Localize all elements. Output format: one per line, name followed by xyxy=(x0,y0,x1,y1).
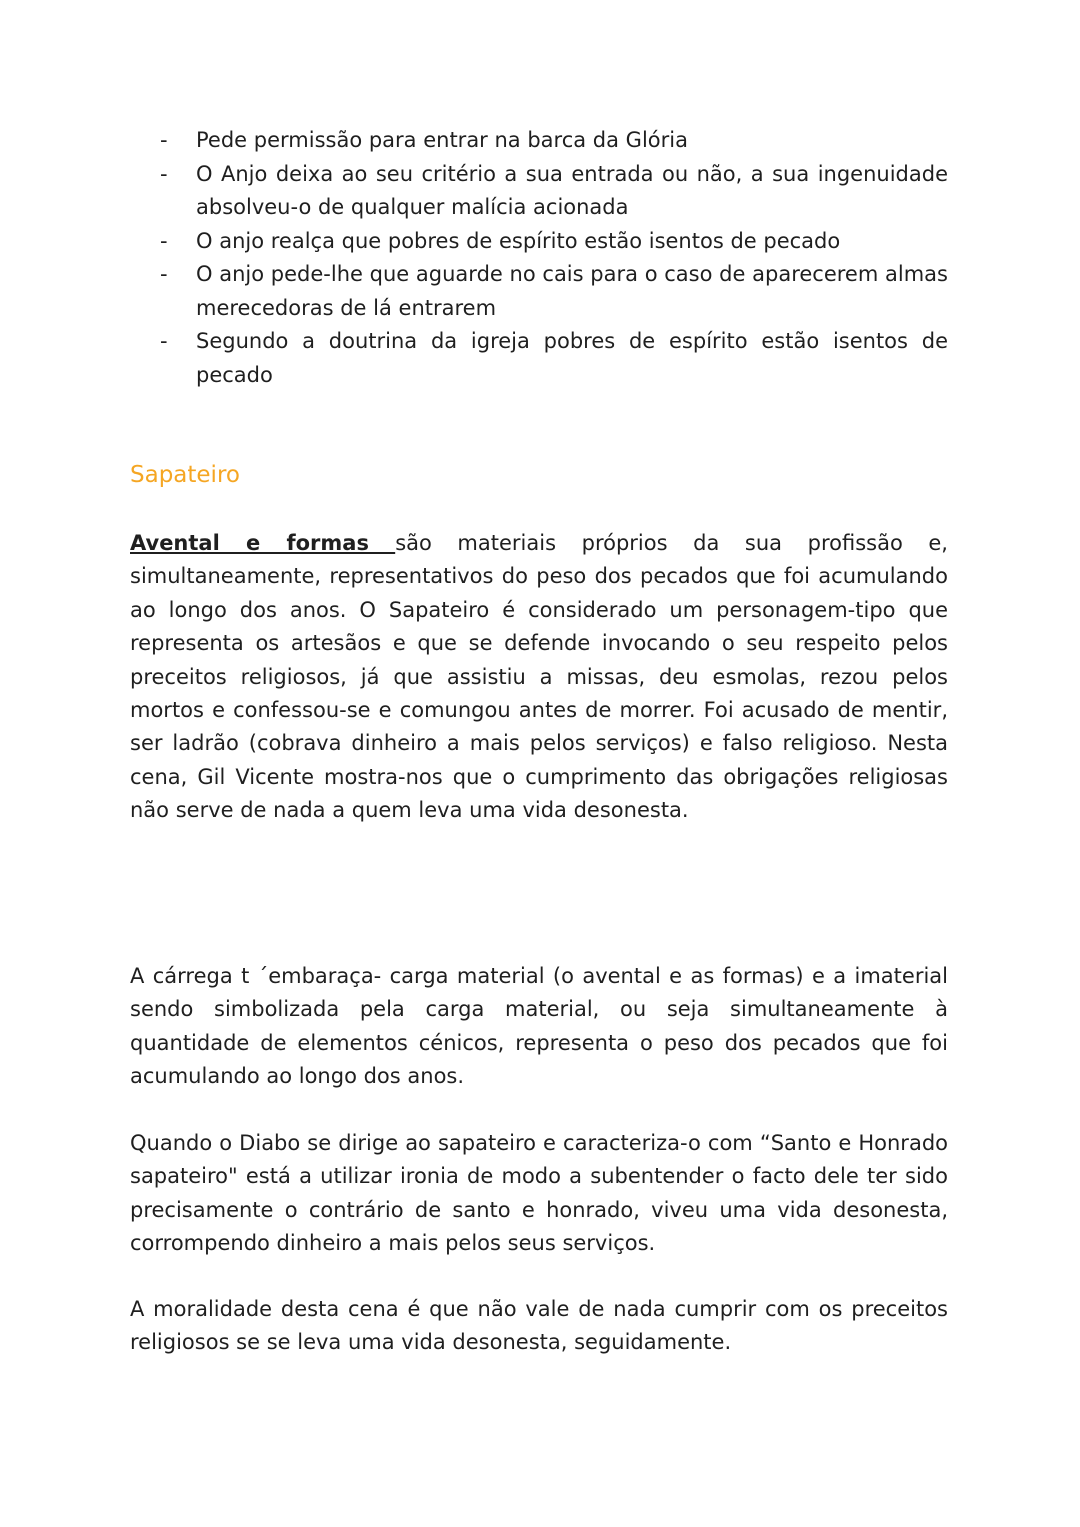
list-item-text: O Anjo deixa ao seu critério a sua entrada ou não, a sua ingenuidade absolveu-o de qualquer malícia acionada xyxy=(196,161,948,219)
underlined-lead: Avental e formas xyxy=(130,531,396,555)
paragraph-moralidade: A moralidade desta cena é que não vale de nada cumprir com os preceitos religiosos se se leva uma vida desonesta, seguidamente. xyxy=(130,1297,948,1355)
paragraph-text: são materiais próprios da sua profissão e, simultaneamente, representativos do peso dos pecados que foi acumulando ao longo dos anos. O Sapateiro é considerado um personagem-tipo que representa os artesãos e que se defende invocando o seu respeito pelos preceitos religiosos, já que assistiu a missas, deu esmolas, rezou pelos mortos e confessou-se e comungou antes de morrer. Foi acusado de mentir, ser ladrão (cobrava dinheiro a mais pelos serviços) e falso religioso. Nesta cena, Gil Vicente mostra-nos que o cumprimento das obrigações religiosas não serve de nada a quem leva uma vida desonesta. xyxy=(130,531,948,823)
bullet-dash: - xyxy=(160,128,168,152)
bullet-dash: - xyxy=(160,161,168,186)
paragraph-carga: A cárrega t ´embaraça- carga material (o avental e as formas) e a imaterial sendo simbolizada pela carga material, ou seja simultaneamente à quantidade de elementos cénicos, representa o peso dos pecados que foi acumulando ao longo dos anos. xyxy=(130,964,948,1089)
section-heading: Sapateiro xyxy=(130,462,240,488)
list-item xyxy=(130,158,948,225)
list-item xyxy=(130,325,948,392)
paragraph-description xyxy=(130,527,948,828)
list-item xyxy=(130,124,948,158)
bullet-list xyxy=(130,124,948,392)
list-item xyxy=(130,258,948,325)
list-item-text: Segundo a doutrina da igreja pobres de espírito estão isentos de pecado xyxy=(196,329,948,387)
list-item-text: Pede permissão para entrar na barca da Glória xyxy=(196,128,688,152)
bullet-dash: - xyxy=(160,262,168,286)
paragraph-ironia: Quando o Diabo se dirige ao sapateiro e caracteriza-o com “Santo e Honrado sapateiro" está a utilizar ironia de modo a subentender o facto dele ter sido precisamente o contrário de santo e honrado, viveu uma vida desonesta, corrompendo dinheiro a mais pelos seus serviços. xyxy=(130,1131,948,1256)
bullet-dash: - xyxy=(160,329,168,353)
list-item-text: O anjo pede-lhe que aguarde no cais para o caso de aparecerem almas merecedoras de lá entrarem xyxy=(196,262,948,320)
list-item-text: O anjo realça que pobres de espírito estão isentos de pecado xyxy=(196,228,841,253)
bullet-dash: - xyxy=(160,228,168,253)
list-item xyxy=(130,225,948,259)
